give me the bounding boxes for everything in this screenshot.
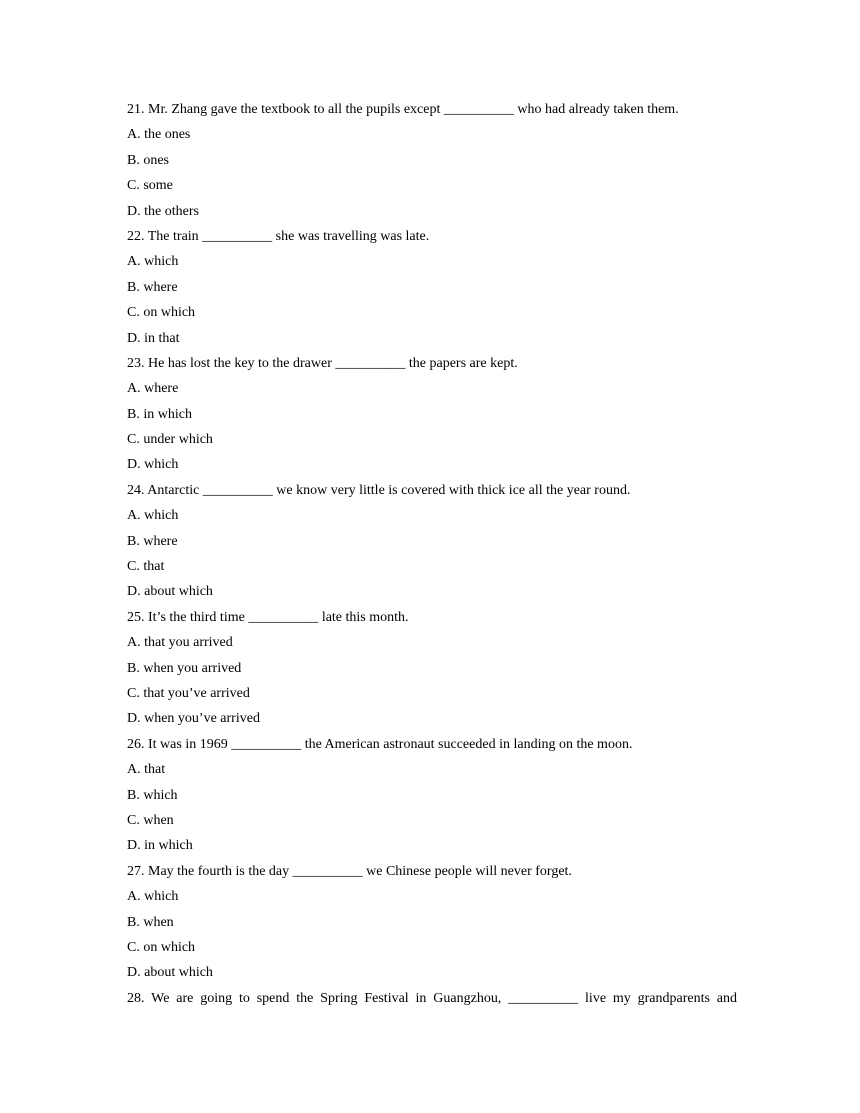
- option-b: B. when you arrived: [127, 660, 242, 676]
- question-stem: 22. The train __________ she was travelling was late.: [127, 228, 430, 244]
- option-c: C. some: [127, 178, 173, 194]
- option-a: A. that: [127, 762, 166, 778]
- option-a: A. that you arrived: [127, 635, 233, 651]
- question-26: [127, 732, 737, 859]
- document-page: [127, 97, 737, 1011]
- question-stem: 26. It was in 1969 __________ the American astronaut succeeded in landing on the moon.: [127, 736, 633, 752]
- option-c: C. on which: [127, 939, 196, 955]
- option-a: A. the ones: [127, 127, 191, 143]
- option-c: C. when: [127, 812, 174, 828]
- option-d: D. which: [127, 457, 179, 473]
- option-d: D. in which: [127, 838, 193, 854]
- question-25: [127, 605, 737, 732]
- question-22: [127, 224, 737, 351]
- option-c: C. on which: [127, 305, 196, 321]
- option-d: D. the others: [127, 203, 199, 219]
- option-a: A. which: [127, 254, 179, 270]
- option-d: D. in that: [127, 330, 180, 346]
- question-21: [127, 97, 737, 224]
- question-23: [127, 351, 737, 478]
- question-stem: 21. Mr. Zhang gave the textbook to all the pupils except __________ who had already taken them.: [127, 102, 679, 117]
- option-a: A. which: [127, 508, 179, 524]
- option-d: D. when you’ve arrived: [127, 711, 260, 727]
- question-28-stem: 28. We are going to spend the Spring Festival in Guangzhou, __________ live my grandparents and: [127, 990, 737, 1006]
- option-b: B. ones: [127, 152, 169, 168]
- option-b: B. when: [127, 914, 174, 930]
- question-stem: 27. May the fourth is the day __________ we Chinese people will never forget.: [127, 863, 572, 879]
- option-c: C. that: [127, 559, 165, 575]
- question-stem: 25. It’s the third time __________ late this month.: [127, 609, 409, 625]
- question-27: [127, 859, 737, 986]
- option-b: B. where: [127, 533, 178, 549]
- option-a: A. where: [127, 381, 179, 397]
- option-b: B. which: [127, 787, 178, 803]
- option-d: D. about which: [127, 965, 213, 981]
- option-a: A. which: [127, 889, 179, 905]
- option-b: B. where: [127, 279, 178, 295]
- option-c: C. under which: [127, 432, 213, 448]
- option-d: D. about which: [127, 584, 213, 600]
- question-24: [127, 478, 737, 605]
- question-stem: 23. He has lost the key to the drawer __________ the papers are kept.: [127, 355, 518, 371]
- option-c: C. that you’ve arrived: [127, 685, 250, 701]
- question-stem: 24. Antarctic __________ we know very little is covered with thick ice all the year round.: [127, 482, 631, 498]
- option-b: B. in which: [127, 406, 192, 422]
